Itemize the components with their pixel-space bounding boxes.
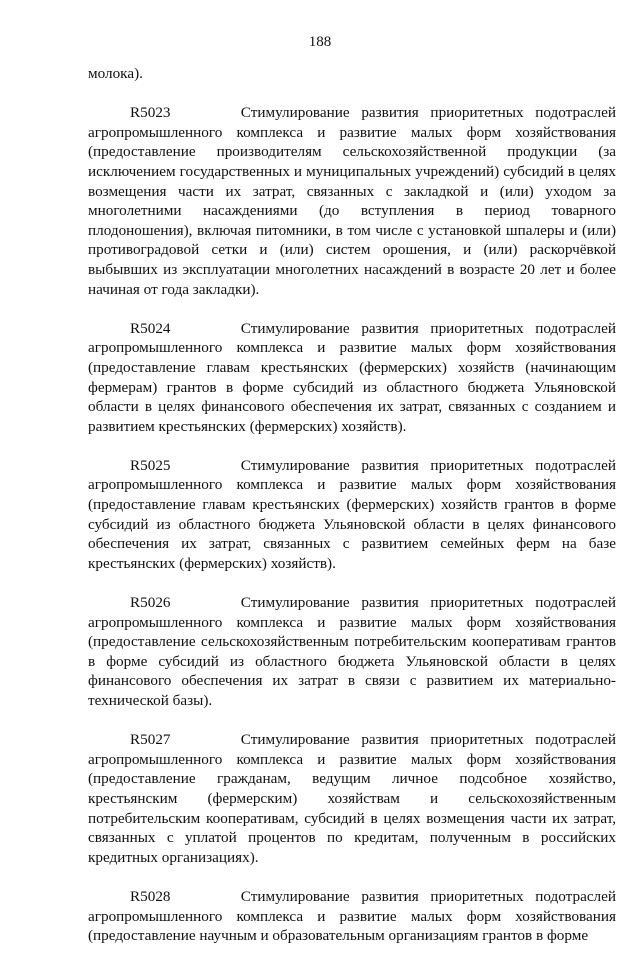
entry-code: R5023 <box>130 104 171 122</box>
entry-code: R5025 <box>130 456 171 474</box>
entry-text: Стимулирование развития приоритетных подотраслей агропромышленного комплекса и развитие малых форм хозяйствования (предоставление гражданам, ведущим личное подсобное хозяйство, крестьянским (фермерским) хозяйствам и сельскохозяйственным потребительским кооперативам, субсидий в целях возмещения части их затрат, связанных с уплатой процентов по кредитам, полученным в российских кредитных организациях). <box>88 731 617 866</box>
entry-text: Стимулирование развития приоритетных подотраслей агропромышленного комплекса и развитие малых форм хозяйствования (предоставление сельскохозяйственным потребительским кооперативам грантов в форме субсидий из областного бюджета Ульяновской области в целях финансового обеспечения их затрат в связи с развитием их материально-технической базы). <box>88 594 617 709</box>
entry-text: Стимулирование развития приоритетных подотраслей агропромышленного комплекса и развитие малых форм хозяйствования (предоставление главам крестьянских (фермерских) хозяйств (начинающим фермерам) грантов в форме субсидий из областного бюджета Ульяновской области в целях финансового обеспечения их затрат, связанных с созданием и развитием крестьянских (фермерских) хозяйств). <box>88 319 617 435</box>
entry-r5027 <box>88 730 616 867</box>
entry-text: Стимулирование развития приоритетных подотраслей агропромышленного комплекса и развитие малых форм хозяйствования (предоставление главам крестьянских (фермерских) хозяйств грантов в форме субсидий из областного бюджета Ульяновской области в целях финансового обеспечения их затрат, связанных с развитием семейных ферм на базе крестьянских (фермерских) хозяйств). <box>88 456 617 572</box>
entry-r5023 <box>88 103 616 299</box>
entry-code: R5027 <box>130 731 171 749</box>
entry-text: Стимулирование развития приоритетных подотраслей агропромышленного комплекса и развитие малых форм хозяйствования (предоставление производителям сельскохозяйственной продукции (за исключением государственных и муниципальных учреждений) субсидий в целях возмещения части их затрат, связанных с закладкой и (или) уходом за многолетними насаждениями (до вступления в период товарного плодоношения), включая питомники, в том числе с установкой шпалеры и (или) противоградовой сетки и (или) систем орошения, и (или) раскорчёвкой выбывших из эксплуатации многолетних насаждений в возрасте 20 лет и более начиная от года закладки). <box>88 104 617 298</box>
entry-r5024 <box>88 319 616 437</box>
entry-code: R5028 <box>130 887 171 905</box>
page-number: 188 <box>308 34 332 50</box>
entry-r5026 <box>88 593 616 711</box>
continuation-fragment: молока). <box>88 65 143 82</box>
entry-text: Стимулирование развития приоритетных подотраслей агропромышленного комплекса и развитие малых форм хозяйствования (предоставление научным и образовательным организациям грантов в форме <box>88 887 617 945</box>
entry-r5025 <box>88 456 616 574</box>
document-body <box>88 64 616 965</box>
entry-r5028 <box>88 887 616 946</box>
entry-code: R5026 <box>130 594 171 612</box>
entry-code: R5024 <box>130 319 171 337</box>
